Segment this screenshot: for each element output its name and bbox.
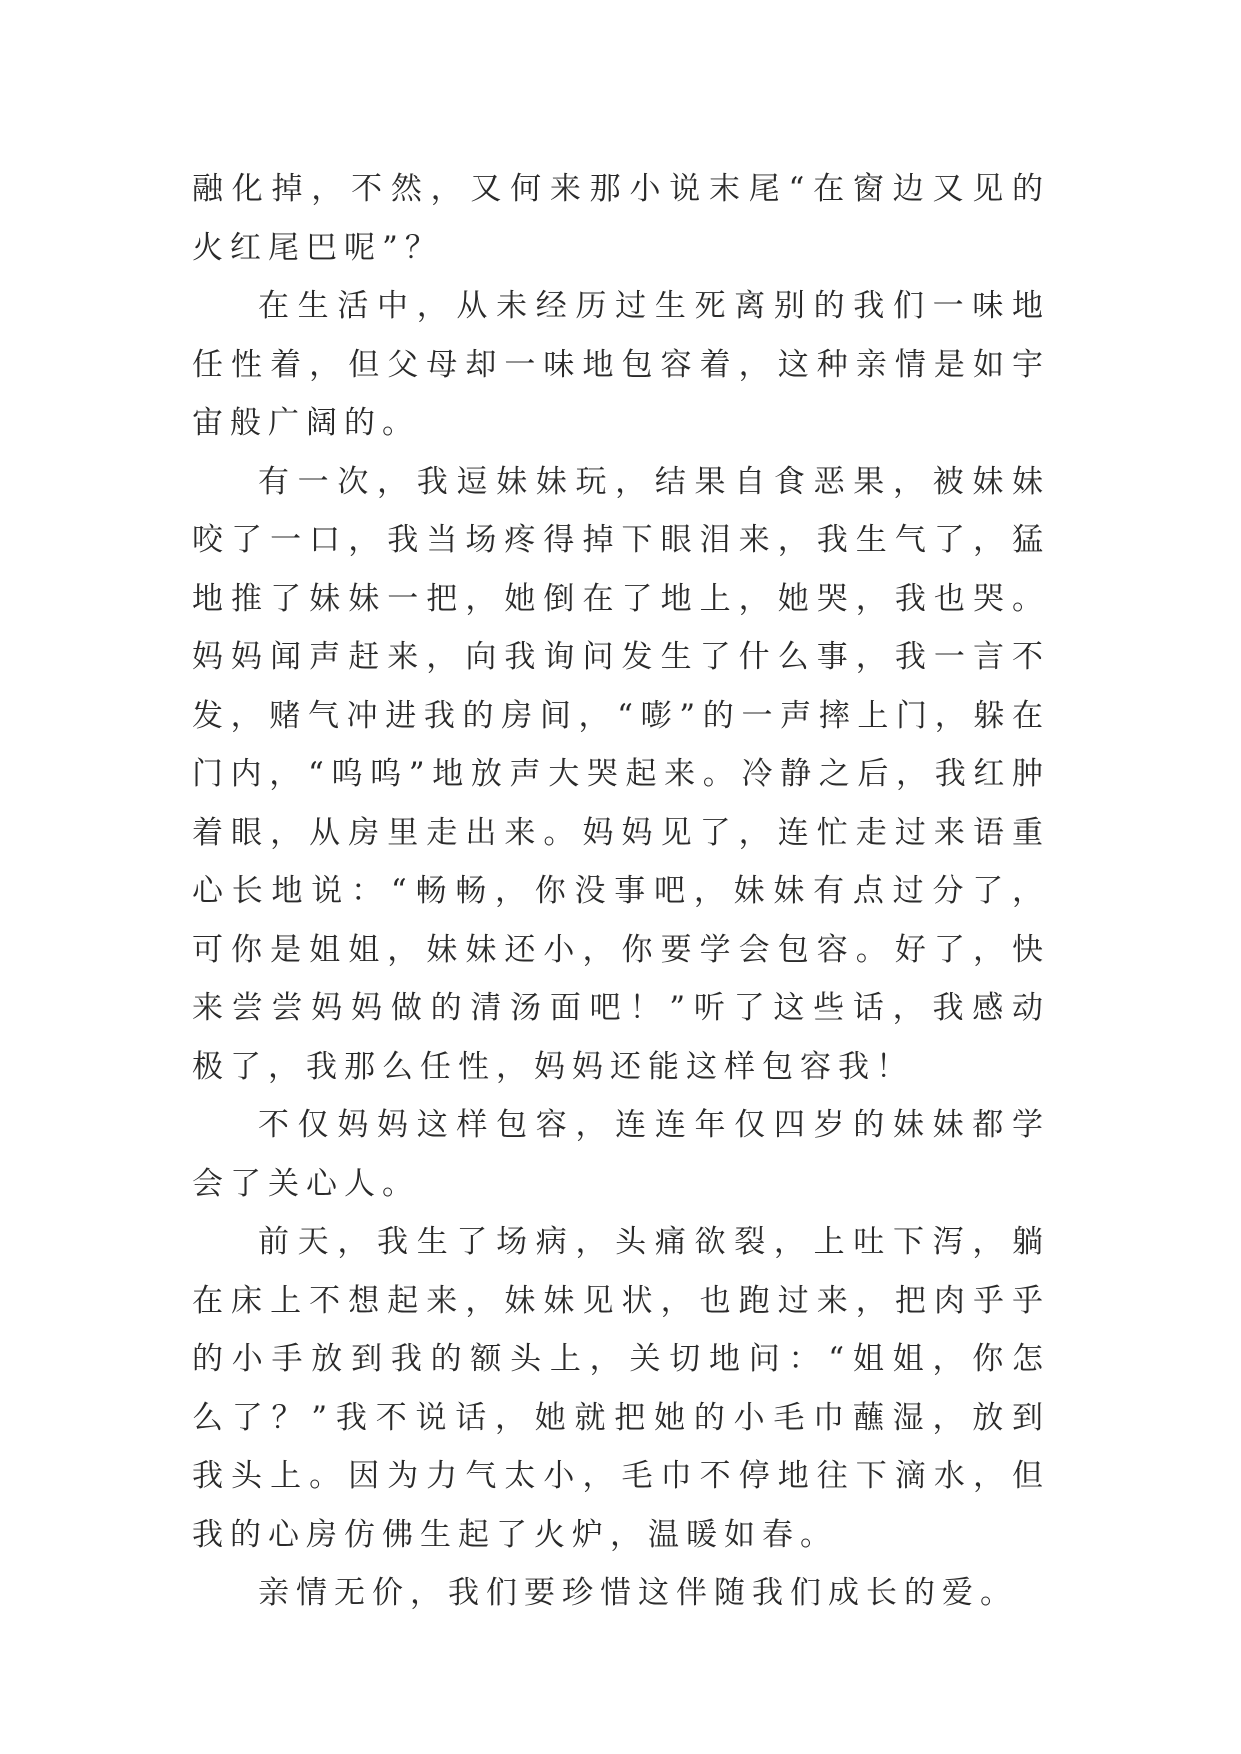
paragraph: 有一次，我逗妹妹玩，结果自食恶果，被妹妹咬了一口，我当场疼得掉下眼泪来，我生气了，猛地推了妹妹一把，她倒在了地上，她哭，我也哭。妈妈闻声赶来，向我询问发生了什么事，我一言不发，赌气冲进我的房间，“嘭”的一声摔上门，躲在门内，“呜呜”地放声大哭起来。冷静之后，我红肿着眼，从房里走出来。妈妈见了，连忙走过来语重心长地说：“畅畅，你没事吧，妹妹有点过分了，可你是姐姐，妹妹还小，你要学会包容。好了，快来尝尝妈妈做的清汤面吧！”听了这些话，我感动极了，我那么任性，妈妈还能这样包容我！ <box>192 463 1050 1085</box>
essay-body <box>192 160 1050 1623</box>
paragraph: 前天，我生了场病，头痛欲裂，上吐下泻，躺在床上不想起来，妹妹见状，也跑过来，把肉乎乎的小手放到我的额头上，关切地问：“姐姐，你怎么了？”我不说话，她就把她的小毛巾蘸湿，放到我头上。因为力气太小，毛巾不停地往下滴水，但我的心房仿佛生起了火炉，温暖如春。 <box>192 1224 1050 1553</box>
paragraph: 在生活中，从未经历过生死离别的我们一味地任性着，但父母却一味地包容着，这种亲情是如宇宙般广阔的。 <box>192 288 1050 441</box>
paragraph: 不仅妈妈这样包容，连连年仅四岁的妹妹都学会了关心人。 <box>192 1107 1050 1202</box>
paragraph-closing: 亲情无价，我们要珍惜这伴随我们成长的爱。 <box>258 1575 1018 1611</box>
paragraph-continuation: 融化掉，不然，又何来那小说末尾“在窗边又见的火红尾巴呢”？ <box>192 171 1050 266</box>
